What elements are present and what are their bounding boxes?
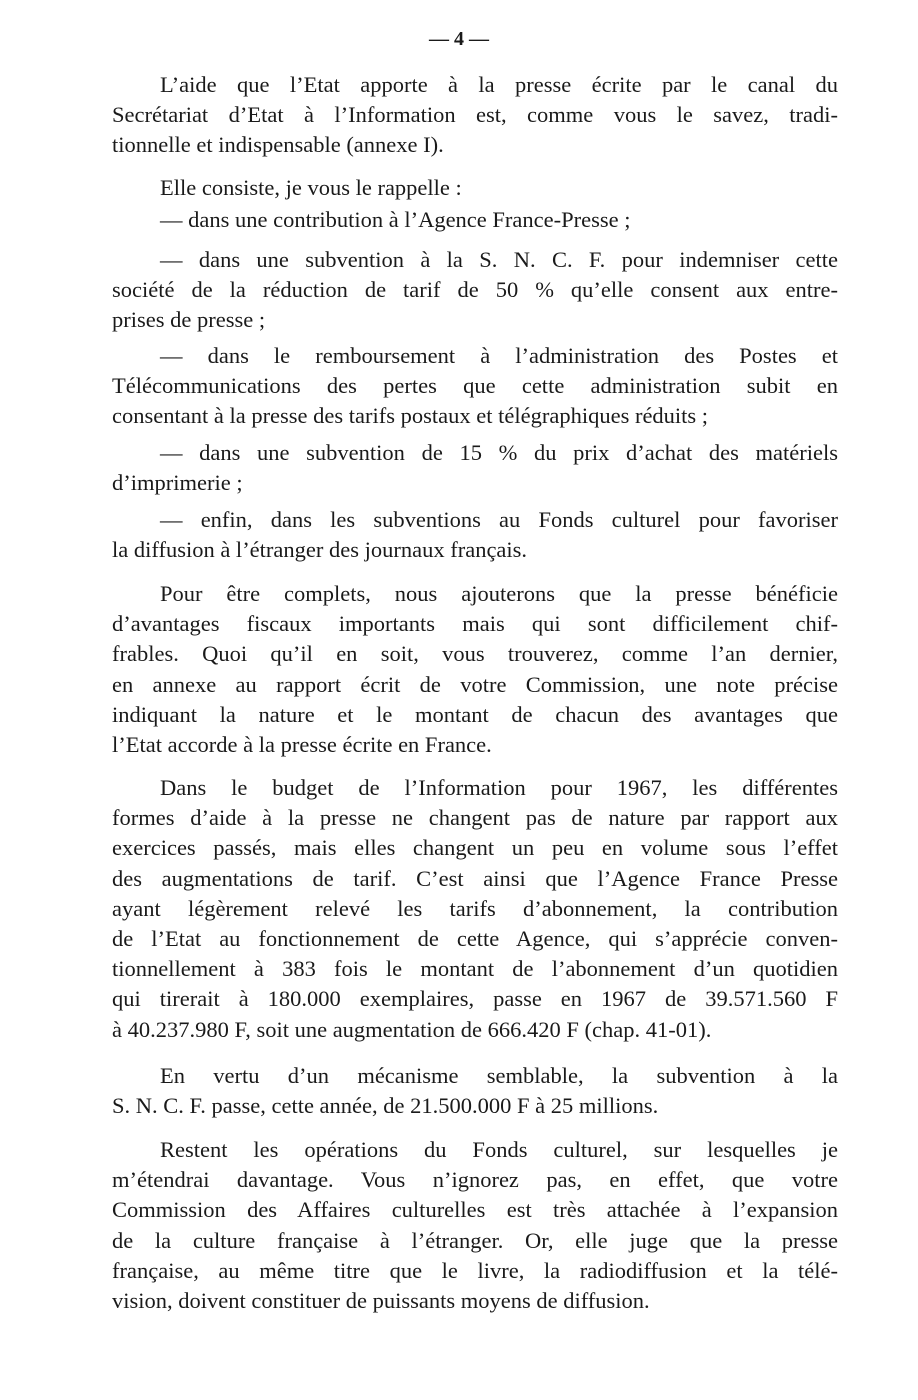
text-line: tionnellement à 383 fois le montant de l’abonnement d’un quotidien: [112, 956, 838, 982]
text-line: Pour être complets, nous ajouterons que la presse bénéficie: [160, 581, 838, 606]
text-line: l’Etat accorde à la presse écrite en France.: [112, 731, 492, 757]
text-line: tionnelle et indispensable (annexe I).: [112, 132, 444, 158]
text-line: formes d’aide à la presse ne changent pas de nature par rapport aux: [112, 805, 838, 831]
text-line: Restent les opérations du Fonds culturel, sur lesquelles je: [160, 1137, 838, 1162]
text-line: en annexe au rapport écrit de votre Commission, une note précise: [112, 671, 838, 697]
text-line: S. N. C. F. passe, cette année, de 21.500.000 F à 25 millions.: [112, 1093, 659, 1119]
text-line: frables. Quoi qu’il en soit, vous trouverez, comme l’an dernier,: [112, 641, 838, 667]
text-line: m’étendrai davantage. Vous n’ignorez pas, en effet, que votre: [112, 1167, 838, 1193]
text-line: la diffusion à l’étranger des journaux français.: [112, 537, 528, 563]
text-line: d’imprimerie ;: [112, 470, 243, 496]
paragraph: [112, 438, 838, 498]
text-line: Dans le budget de l’Information pour 1967, les différentes: [160, 775, 838, 800]
text-line: Télécommunications des pertes que cette administration subit en: [112, 373, 838, 399]
text-line: de l’Etat au fonctionnement de cette Agence, qui s’apprécie conven-: [112, 925, 838, 951]
paragraph: [112, 579, 838, 760]
text-line: de la culture française à l’étranger. Or, elle juge que la presse: [112, 1227, 838, 1253]
paragraph: [112, 1135, 838, 1316]
paragraph: [112, 505, 838, 565]
text-line: Secrétariat d’Etat à l’Information est, comme vous le savez, tradi-: [112, 102, 838, 128]
text-line: ayant légèrement relevé les tarifs d’abonnement, la contribution: [112, 895, 838, 921]
text-line: Commission des Affaires culturelles est très attachée à l’expansion: [112, 1197, 838, 1223]
text-line: — dans une subvention de 15 % du prix d’achat des matériels: [160, 440, 838, 465]
text-line: — dans une subvention à la S. N. C. F. pour indemniser cette: [160, 247, 838, 272]
text-line: — enfin, dans les subventions au Fonds culturel pour favoriser: [160, 507, 838, 532]
text-line: à 40.237.980 F, soit une augmentation de 666.420 F (chap. 41-01).: [112, 1016, 712, 1042]
text-line: consentant à la presse des tarifs postaux et télégraphiques réduits ;: [112, 403, 709, 429]
text-line: Elle consiste, je vous le rappelle :: [160, 175, 462, 200]
paragraph: [112, 205, 838, 235]
text-line: d’avantages fiscaux importants mais qui sont difficilement chif-: [112, 611, 838, 637]
paragraph: [112, 341, 838, 432]
text-line: En vertu d’un mécanisme semblable, la subvention à la: [160, 1063, 838, 1088]
text-line: qui tirerait à 180.000 exemplaires, passe en 1967 de 39.571.560 F: [112, 986, 838, 1012]
text-line: prises de presse ;: [112, 307, 266, 333]
text-line: vision, doivent constituer de puissants moyens de diffusion.: [112, 1287, 650, 1313]
paragraph: [112, 173, 838, 203]
text-line: L’aide que l’Etat apporte à la presse écrite par le canal du: [160, 72, 838, 97]
text-line: — dans le remboursement à l’administration des Postes et: [160, 343, 838, 368]
paragraph: [112, 773, 838, 1045]
text-line: française, au même titre que le livre, la radiodiffusion et la télé-: [112, 1257, 838, 1283]
page-number: — 4 —: [429, 28, 489, 50]
text-line: des augmentations de tarif. C’est ainsi que l’Agence France Presse: [112, 865, 838, 891]
text-line: indiquant la nature et le montant de chacun des avantages que: [112, 701, 838, 727]
paragraph: [112, 70, 838, 161]
text-line: exercices passés, mais elles changent un peu en volume sous l’effet: [112, 835, 838, 861]
paragraph: [112, 1061, 838, 1121]
paragraph: [112, 245, 838, 336]
text-line: société de la réduction de tarif de 50 % qu’elle consent aux entre-: [112, 277, 838, 303]
text-line: — dans une contribution à l’Agence France-Presse ;: [160, 207, 631, 232]
